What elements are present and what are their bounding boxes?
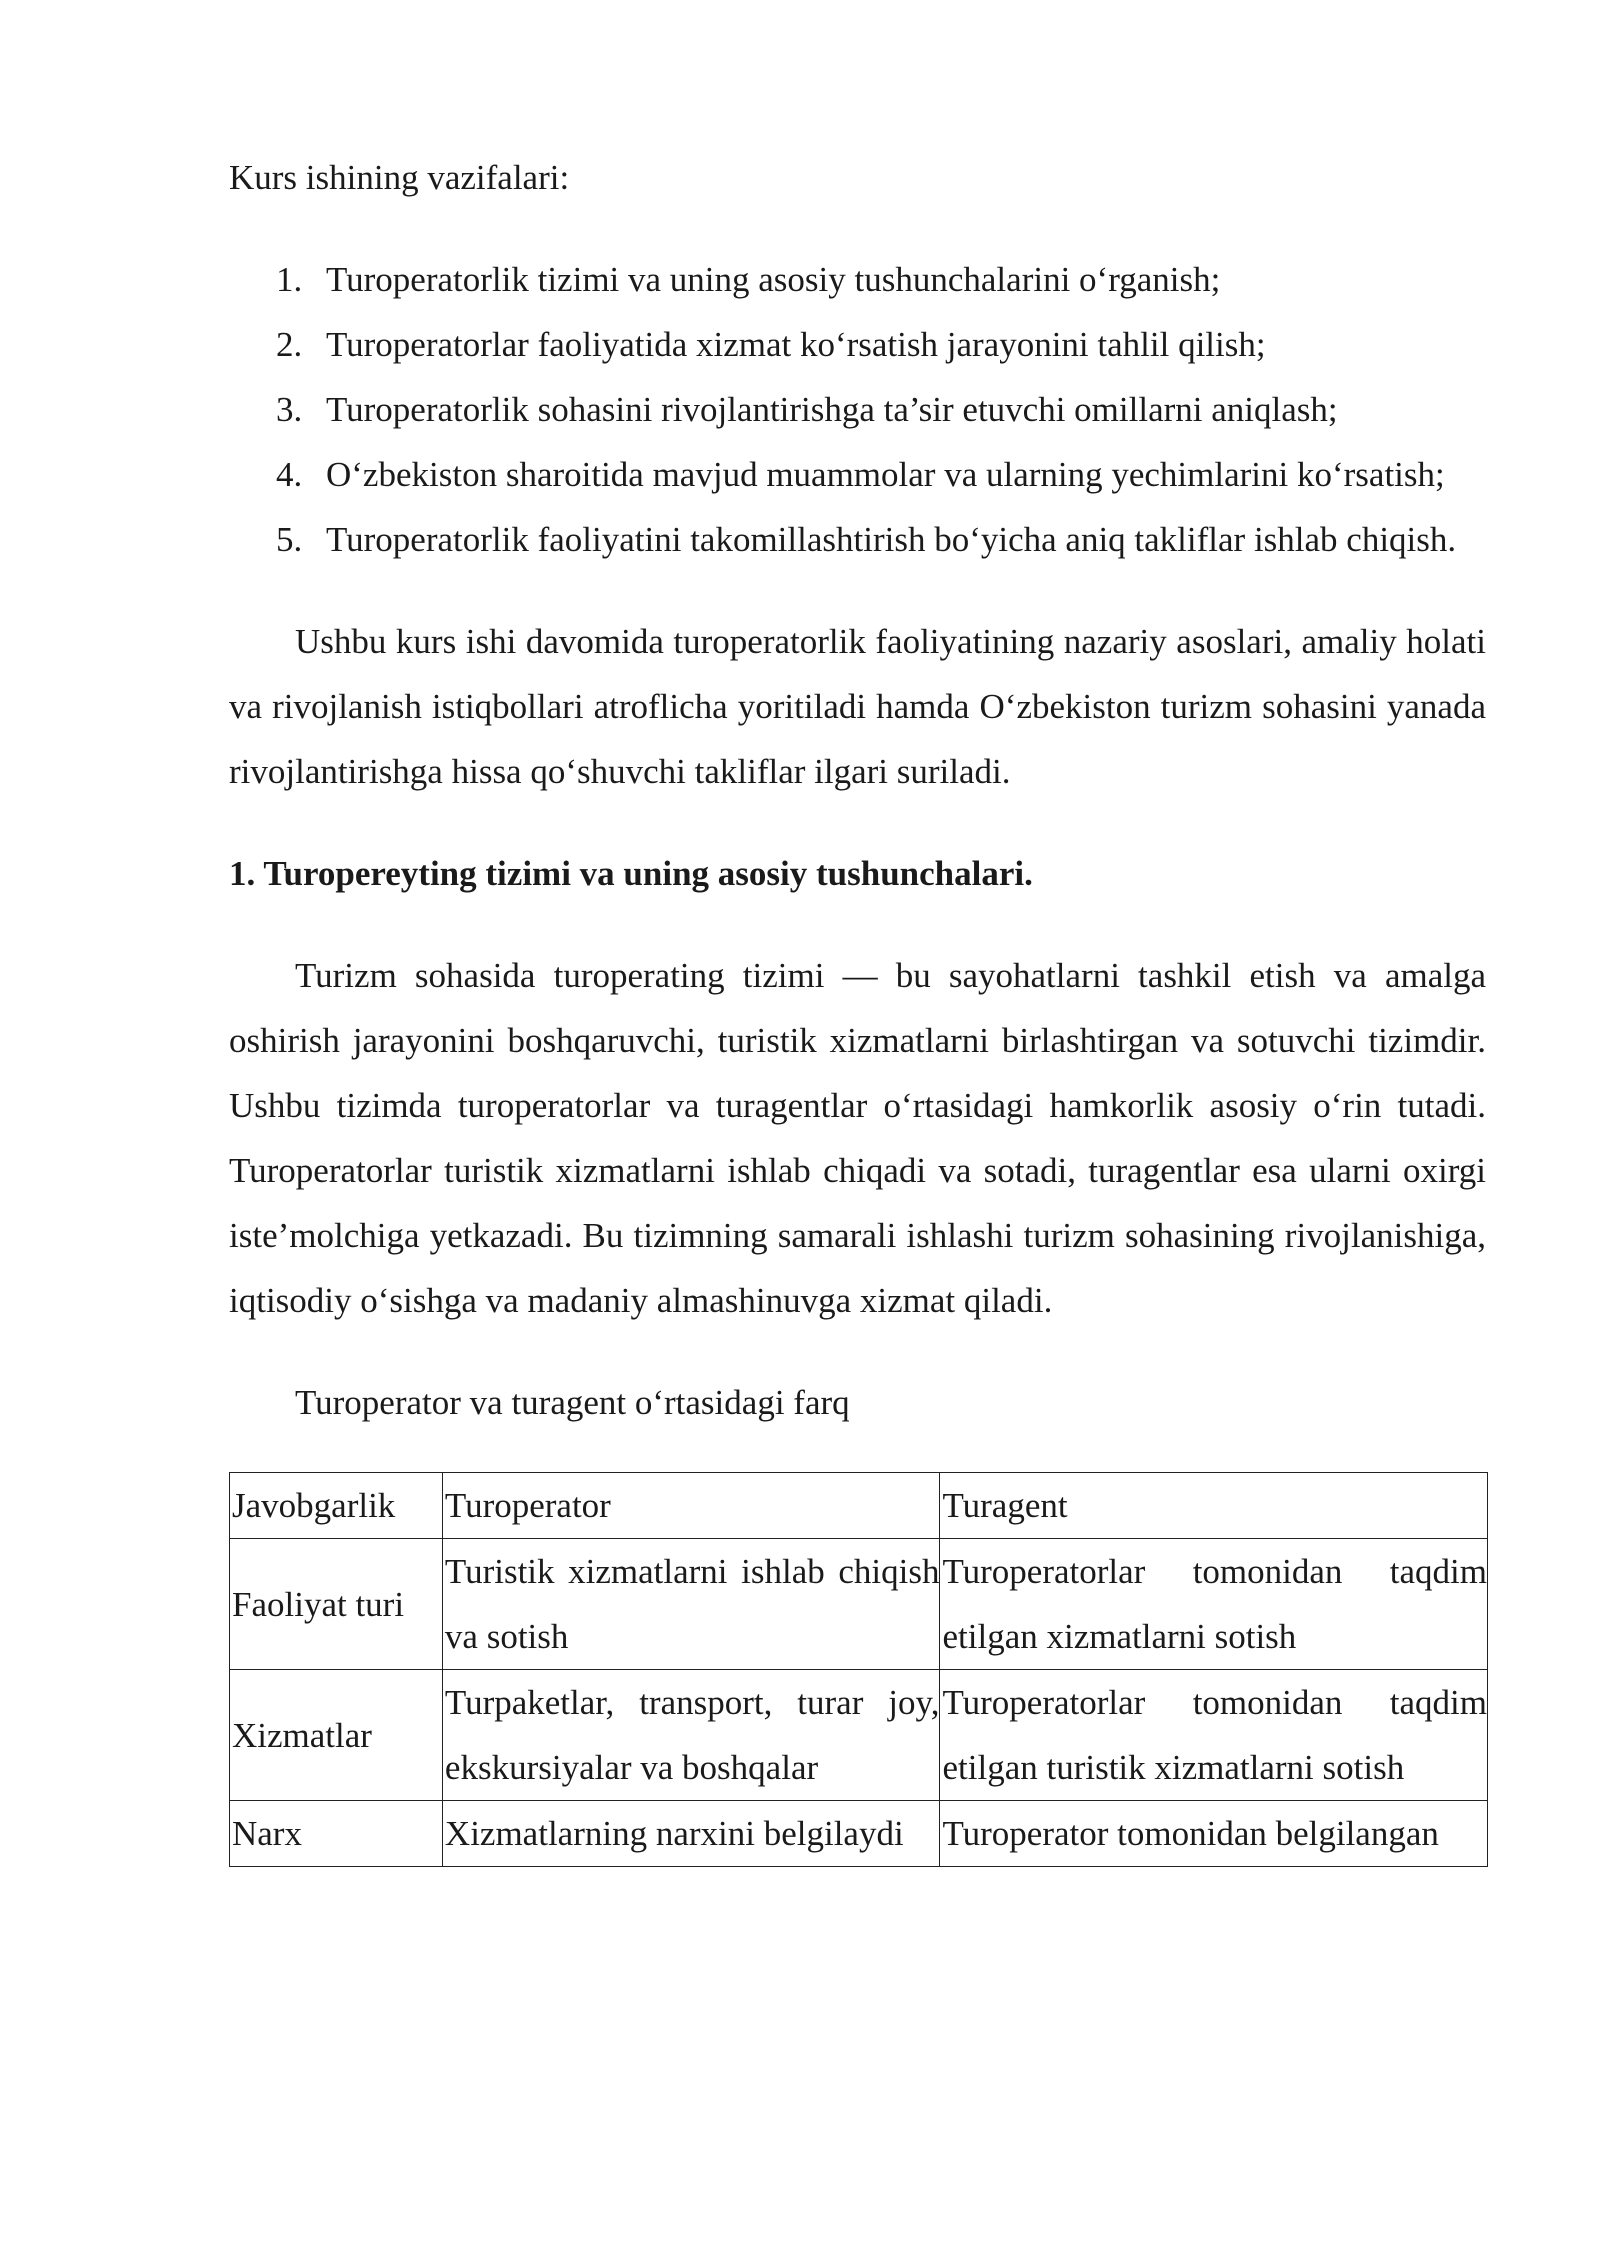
section-body-paragraph: Turizm sohasida turoperating tizimi — bu sayohatlarni tashkil etish va amalga oshirish jarayonini boshqaruvchi, turistik xizmatlarni birlashtirgan va sotuvchi tizimdir. Ushbu tizimda turoperatorlar va turagentlar o‘rtasidagi hamkorlik asosiy o‘rin tutadi. Turoperatorlar turistik xizmatlarni ishlab chiqadi va sotadi, turagentlar esa ularni oxirgi iste’molchiga yetkazadi. Bu tizimning samarali ishlashi turizm sohasining rivojlanishiga, iqtisodiy o‘sishga va madaniy almashinuvga xizmat qiladi. (229, 956, 1486, 1320)
header-cell: Turagent (940, 1473, 1488, 1539)
tasks-list (229, 247, 1486, 572)
section-heading: 1. Turopereyting tizimi va uning asosiy tushunchalari. (229, 854, 1033, 893)
table-cell: Turistik xizmatlarni ishlab chiqish va sotish (442, 1539, 940, 1670)
task-item (229, 442, 1486, 507)
table-cell: Turoperator tomonidan belgilangan (940, 1801, 1488, 1867)
table-cell: Xizmatlarning narxini belgilaydi (442, 1801, 940, 1867)
table-row (230, 1670, 1488, 1801)
table-cell: Narx (230, 1801, 443, 1867)
table-header-row (230, 1473, 1488, 1539)
comparison-table (229, 1472, 1488, 1867)
task-item (229, 312, 1486, 377)
summary-paragraph: Ushbu kurs ishi davomida turoperatorlik faoliyatining nazariy asoslari, amaliy holati va rivojlanish istiqbollari atroflicha yoritiladi hamda O‘zbekiston turizm sohasini yanada rivojlantirishga hissa qo‘shuvchi takliflar ilgari suriladi. (229, 622, 1486, 791)
task-item (229, 507, 1486, 572)
task-number: 2. (276, 325, 303, 364)
task-number: 1. (276, 260, 303, 299)
task-text: Turoperatorlik tizimi va uning asosiy tushunchalarini o‘rganish; (326, 260, 1221, 299)
table-cell: Xizmatlar (230, 1670, 443, 1801)
table-cell: Faoliyat turi (230, 1539, 443, 1670)
table-caption: Turoperator va turagent o‘rtasidagi farq (295, 1383, 850, 1422)
header-cell: Turoperator (442, 1473, 940, 1539)
task-number: 3. (276, 390, 303, 429)
table-row (230, 1801, 1488, 1867)
table-row (230, 1539, 1488, 1670)
table-cell: Turpaketlar, transport, turar joy, ekskursiyalar va boshqalar (442, 1670, 940, 1801)
tasks-intro-label: Kurs ishining vazifalari: (229, 158, 570, 197)
task-item (229, 377, 1486, 442)
task-text: Turoperatorlik sohasini rivojlantirishga ta’sir etuvchi omillarni aniqlash; (326, 390, 1338, 429)
task-item (229, 247, 1486, 312)
header-cell: Javobgarlik (230, 1473, 443, 1539)
task-text: O‘zbekiston sharoitida mavjud muammolar va ularning yechimlarini ko‘rsatish; (326, 455, 1445, 494)
task-text: Turoperatorlar faoliyatida xizmat ko‘rsatish jarayonini tahlil qilish; (326, 325, 1266, 364)
table-cell: Turoperatorlar tomonidan taqdim etilgan turistik xizmatlarni sotish (940, 1670, 1488, 1801)
task-number: 4. (276, 455, 303, 494)
table-cell: Turoperatorlar tomonidan taqdim etilgan xizmatlarni sotish (940, 1539, 1488, 1670)
document-page (229, 145, 1486, 1867)
task-text: Turoperatorlik faoliyatini takomillashtirish bo‘yicha aniq takliflar ishlab chiqish. (326, 520, 1457, 559)
task-number: 5. (276, 520, 303, 559)
